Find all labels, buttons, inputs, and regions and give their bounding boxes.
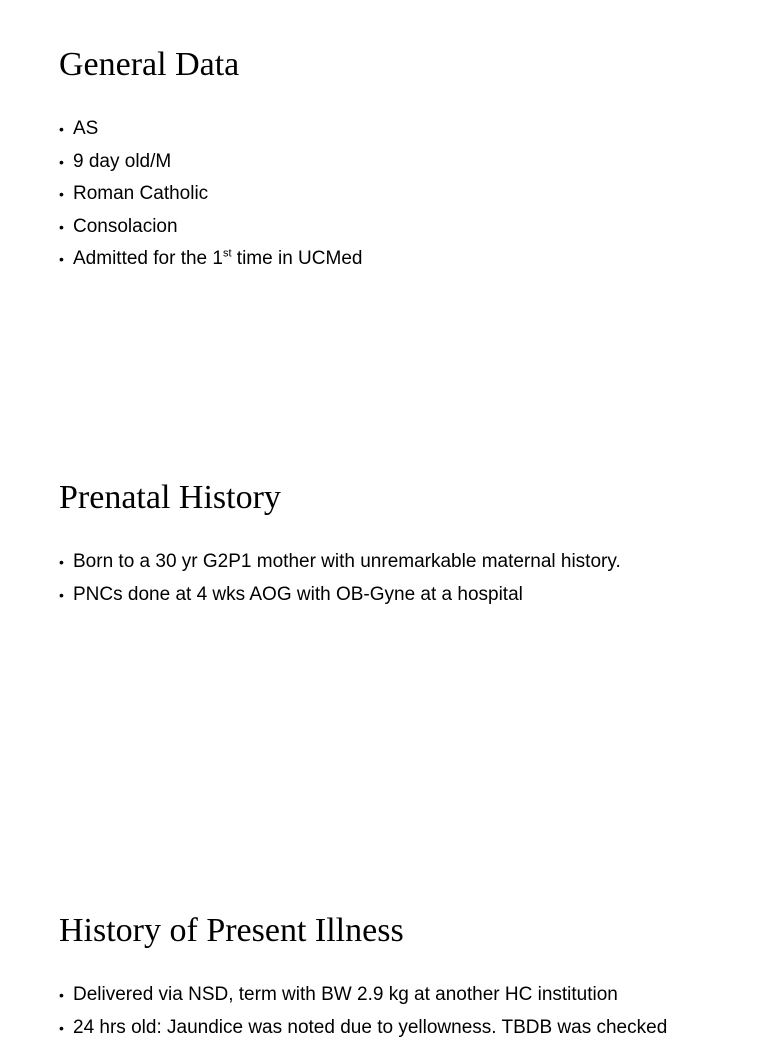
bullet-text: PNCs done at 4 wks AOG with OB-Gyne at a hospital [73, 584, 523, 605]
slide-title: Prenatal History [59, 478, 281, 518]
list-item [59, 979, 667, 1012]
list-item [59, 579, 621, 612]
list-item [59, 146, 362, 179]
bullet-text: Consolacion [73, 216, 178, 237]
bullet-icon: • [59, 1012, 64, 1044]
slide-general-data [0, 0, 768, 433]
list-item [59, 113, 362, 146]
list-item [59, 178, 362, 211]
slide-history-of-present-illness [0, 866, 768, 1024]
bullet-icon: • [59, 211, 64, 244]
bullet-text-admitted [73, 248, 362, 269]
bullet-icon: • [59, 146, 64, 179]
slide-prenatal-history [0, 433, 768, 866]
bullet-icon: • [59, 113, 64, 146]
admitted-text-after: time in UCMed [232, 248, 363, 269]
ordinal-suffix: st [223, 248, 232, 260]
admitted-text-before: Admitted for the 1 [73, 248, 223, 269]
bullet-list [59, 546, 621, 611]
bullet-icon: • [59, 546, 64, 579]
bullet-list [59, 113, 362, 276]
bullet-icon: • [59, 579, 64, 612]
bullet-icon: • [59, 243, 64, 276]
list-item [59, 1012, 667, 1044]
list-item [59, 243, 362, 276]
slide-title: History of Present Illness [59, 911, 404, 951]
bullet-list [59, 979, 667, 1044]
bullet-text: AS [73, 118, 98, 139]
bullet-text: Delivered via NSD, term with BW 2.9 kg at another HC institution [73, 984, 618, 1005]
bullet-icon: • [59, 178, 64, 211]
bullet-icon: • [59, 979, 64, 1012]
bullet-text: 9 day old/M [73, 151, 171, 172]
list-item [59, 546, 621, 579]
bullet-text: Roman Catholic [73, 183, 208, 204]
bullet-text: 24 hrs old: Jaundice was noted due to yellowness. TBDB was checked [73, 1017, 667, 1038]
bullet-text: Born to a 30 yr G2P1 mother with unremarkable maternal history. [73, 551, 621, 572]
list-item [59, 211, 362, 244]
slide-title: General Data [59, 45, 239, 85]
